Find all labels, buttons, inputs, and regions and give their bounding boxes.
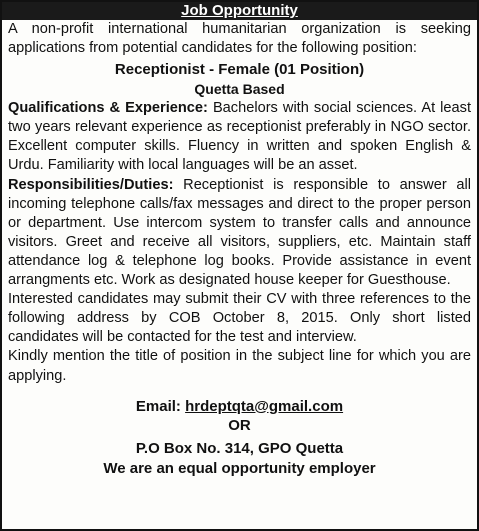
duties-section [8, 176, 471, 291]
qualifications-text: Bachelors with social sciences. At least two years relevant experience as receptionist preferably in NGO sector. Excellent computer skills. Fluency in written and spoken English & Urdu. Familiarity with local languages will be an asset. [8, 100, 472, 174]
duties-text: Receptionist is responsible to answer all incoming telephone calls/fax messages and direct to the proper person or department. Use intercom system to transfer calls and announce visitors. Greet and receive all visitors, suppliers, etc. Maintain staff attendance log & telephone log books. Provide assistance in event arrangments etc. Work as designated house keeper for Guesthouse. [8, 176, 471, 289]
application-text: Interested candidates may submit their CV with three references to the following address by COB October 8, 2015. Only short listed candidates will be contacted for the test and interview. [8, 291, 471, 346]
qualifications-label: Qualifications & Experience: [8, 100, 208, 117]
intro-text: A non-profit international humanitarian organization is seeking applications from potential candidates for the following position: [8, 21, 471, 57]
header-bar [2, 2, 477, 20]
po-box-address: P.O Box No. 314, GPO Quetta [135, 439, 344, 457]
subject-note: Kindly mention the title of position in the subject line for which you are applying. [8, 348, 471, 384]
contact-email [8, 397, 471, 416]
position-location: Quetta Based [194, 81, 285, 98]
equal-opportunity-statement: We are an equal opportunity employer [103, 459, 376, 477]
contact-or: OR [228, 416, 251, 434]
ad-title: Job Opportunity [181, 2, 298, 19]
position-title: Receptionist - Female (01 Position) [114, 61, 365, 79]
email-address[interactable]: hrdeptqta@gmail.com [185, 397, 344, 415]
duties-label: Responsibilities/Duties: [8, 176, 174, 193]
email-label: Email: [135, 397, 181, 415]
qualifications-section [8, 99, 471, 175]
